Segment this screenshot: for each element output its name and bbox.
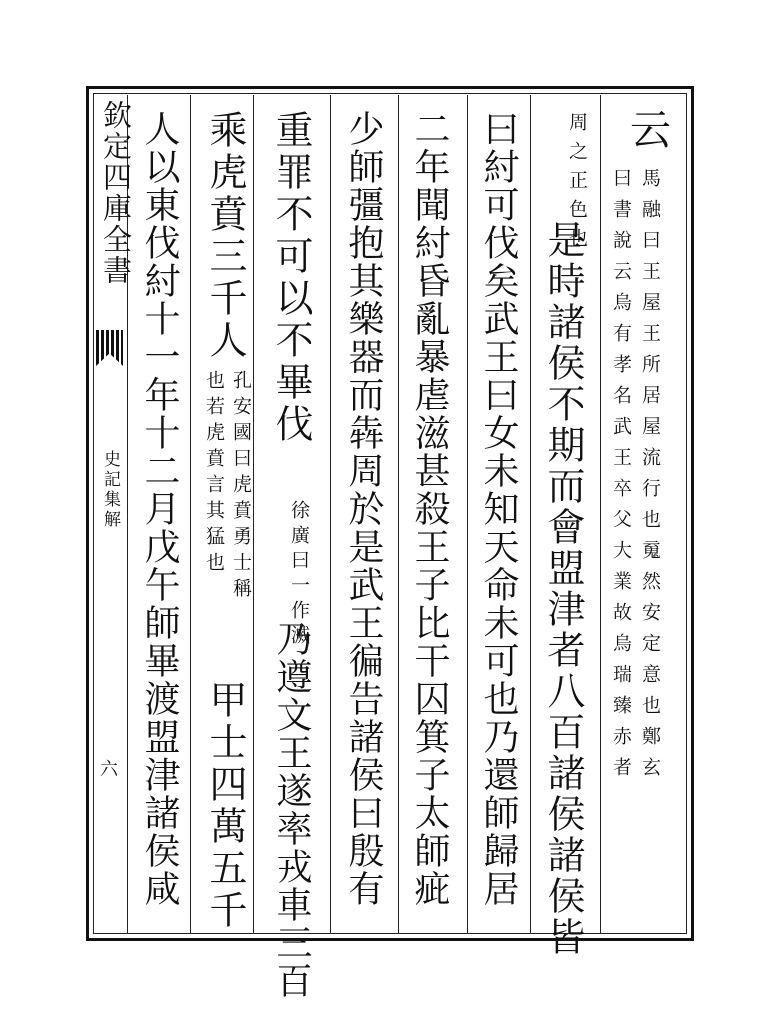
column-6-text-1: 重罪不可以不畢伐 [269,110,313,446]
column-7-text-2: 甲士四萬五千 [203,680,247,932]
column-6-annotation: 徐廣曰一作滅 [288,500,310,650]
column-7-text-1: 乘虎賁三千人 [203,110,247,362]
column-1-annotation-right: 馬融曰王屋王所居屋流行也䰟然安定意也鄭玄 [639,168,661,788]
text-column-4: 二年聞紂昏亂暴虐滋甚殺王子比干囚箕子太師疵 [409,110,450,908]
column-rule [398,95,399,933]
text-column-5: 少師彊抱其樂器而犇周於是武王徧告諸侯曰殷有 [343,110,384,908]
column-rule [530,95,531,933]
margin-page-number: 六 [100,759,118,780]
margin-title: 欽定四庫全書 [99,100,133,286]
column-1-head: 云 [623,108,671,155]
text-column-8: 人以東伐紂十一年十二月戊午師畢渡盟津諸侯咸 [139,110,180,908]
column-7-annotation-left: 也若虎賁言其猛也 [203,370,225,578]
column-rule [190,95,191,933]
column-rule [600,95,601,933]
text-column-3: 曰紂可伐矣武王曰女未知天命未可也乃還師歸居 [478,110,519,908]
column-6-text-2: 乃遵文王遂率戎車三百 [271,620,312,1000]
column-rule [330,95,331,933]
column-rule [467,95,468,933]
column-7-annotation-right: 孔安國曰虎賁勇士稱 [230,370,252,604]
column-rule [253,95,254,933]
column-1-annotation-left: 曰書說云烏有孝名武王卒父大業故烏瑞臻赤者 [610,168,632,788]
margin-book-title: 史記集解 [100,450,120,530]
column-2-annotation: 周之正色也 [566,112,588,257]
column-2-text: 是時諸侯不期而會盟津者八百諸侯諸侯皆 [541,220,585,958]
